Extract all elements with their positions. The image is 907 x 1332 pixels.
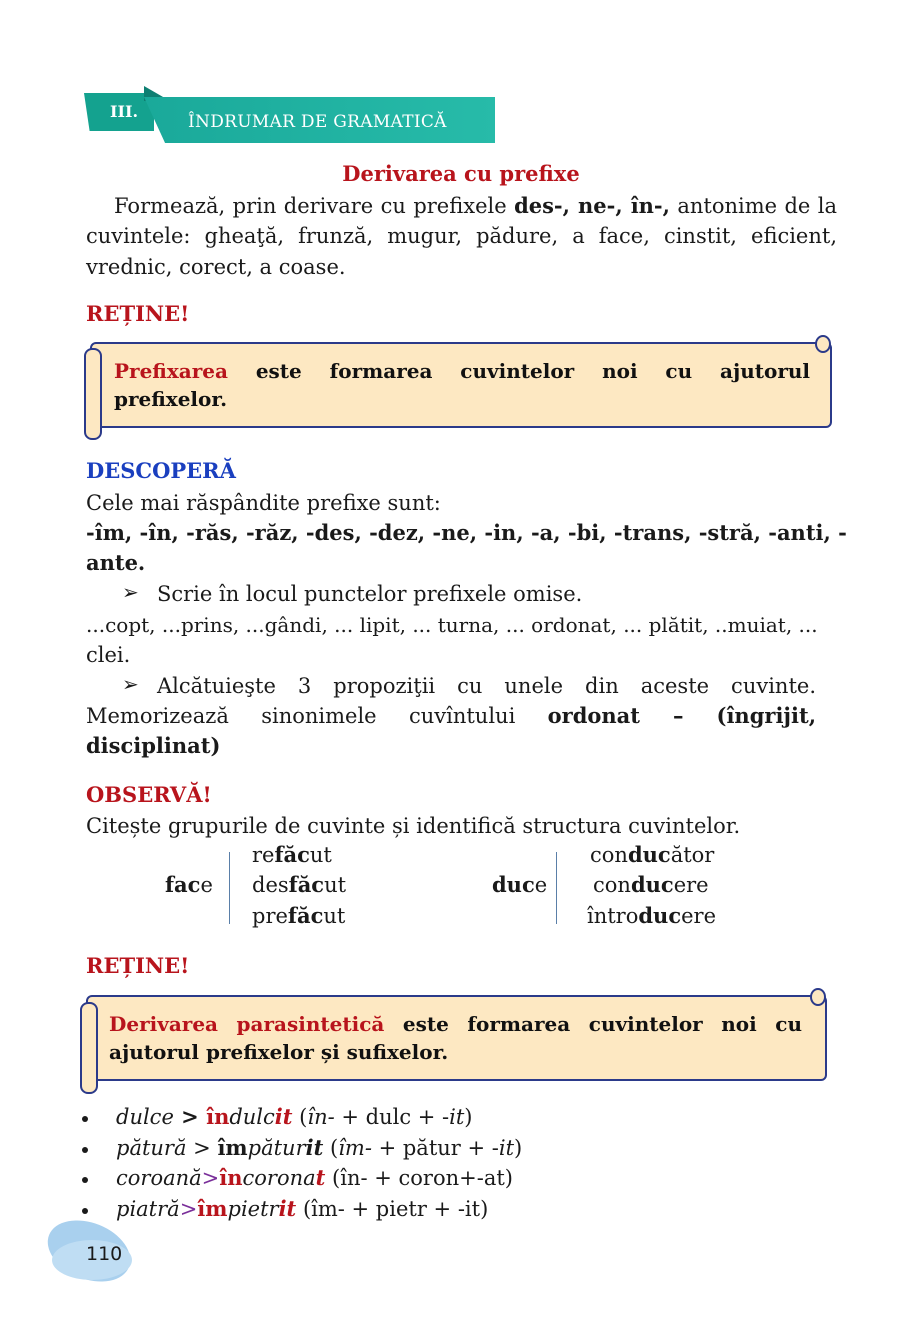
descopera-intro: Cele mai răspândite prefixe sunt:	[86, 491, 441, 515]
derived-word: conducător	[590, 842, 715, 867]
arrow-bullet-icon: ➢	[122, 672, 139, 696]
example-item: pătură > împăturit (îm- + pătur + -it)	[116, 1135, 523, 1160]
scroll-curl-left	[84, 348, 102, 440]
prefix-list-line2: ante.	[86, 550, 146, 575]
bullet-icon	[82, 1116, 88, 1122]
exercise1-line1: Formează, prin derivare cu prefixele des-, ne-, în-, antonime de la	[114, 193, 837, 218]
bullet-icon	[82, 1147, 88, 1153]
retine-heading-2: REȚINE!	[86, 953, 190, 978]
section-title: ÎNDRUMAR DE GRAMATICĂ	[188, 112, 447, 132]
descopera-heading: DESCOPERĂ	[86, 458, 236, 483]
derived-word: desfăcut	[252, 872, 347, 897]
page-number: 110	[86, 1243, 123, 1265]
section-number: III.	[110, 102, 139, 121]
topic-title: Derivarea cu prefixe	[342, 161, 580, 186]
prefix-list-line1: -îm, -în, -răs, -răz, -des, -dez, -ne, -in, -a, -bi, -trans, -stră, -anti, -	[86, 520, 847, 545]
blanks-line2: clei.	[86, 643, 131, 667]
exercise1-line2: cuvintele: gheaţă, frunză, mugur, pădure, a face, cinstit, eficient,	[86, 224, 837, 248]
definition-2-line2: ajutorul prefixelor și sufixelor.	[109, 1040, 449, 1064]
definition-2-line1: Derivarea parasintetică este formarea cuvintelor noi cu	[109, 1012, 802, 1036]
task2-line1: Alcătuieşte 3 propoziţii cu unele din aceste cuvinte.	[157, 674, 816, 698]
example-item: dulce > îndulcit (în- + dulc + -it)	[116, 1104, 473, 1129]
divider-line	[229, 852, 230, 924]
definition-1-line1: Prefixarea este formarea cuvintelor noi cu ajutorul	[114, 359, 810, 383]
observa-heading: OBSERVĂ!	[86, 782, 212, 807]
task1-text: Scrie în locul punctelor prefixele omise.	[157, 582, 583, 606]
task2-line2: Memorizează sinonimele cuvîntului ordonat – (îngrijit,	[86, 703, 817, 728]
derived-word: conducere	[593, 872, 709, 897]
observa-instruction: Citește grupurile de cuvinte și identifică structura cuvintelor.	[86, 814, 741, 838]
root-word-duce: duce	[492, 872, 548, 897]
arrow-bullet-icon: ➢	[122, 580, 139, 604]
derived-word: prefăcut	[252, 903, 346, 928]
retine-heading-1: REȚINE!	[86, 301, 190, 326]
example-item: piatră>împietrit (îm- + pietr + -it)	[116, 1196, 489, 1221]
derived-word: refăcut	[252, 842, 332, 867]
root-word-face: face	[165, 872, 213, 897]
bullet-icon	[82, 1208, 88, 1214]
bullet-icon	[82, 1177, 88, 1183]
task2-line3: disciplinat)	[86, 733, 221, 758]
exercise1-line3: vrednic, corect, a coase.	[86, 255, 346, 279]
scroll-curl-right	[815, 335, 831, 353]
example-item: coroană>încoronat (în- + coron+-at)	[116, 1165, 513, 1190]
divider-line	[556, 852, 557, 924]
scroll-curl-left	[80, 1002, 98, 1094]
blanks-line1: ...copt, ...prins, ...gândi, ... lipit, ... turna, ... ordonat, ... plătit, ..muiat, ...	[86, 613, 818, 637]
derived-word: întroducere	[587, 903, 717, 928]
scroll-curl-right	[810, 988, 826, 1006]
definition-1-line2: prefixelor.	[114, 387, 228, 411]
